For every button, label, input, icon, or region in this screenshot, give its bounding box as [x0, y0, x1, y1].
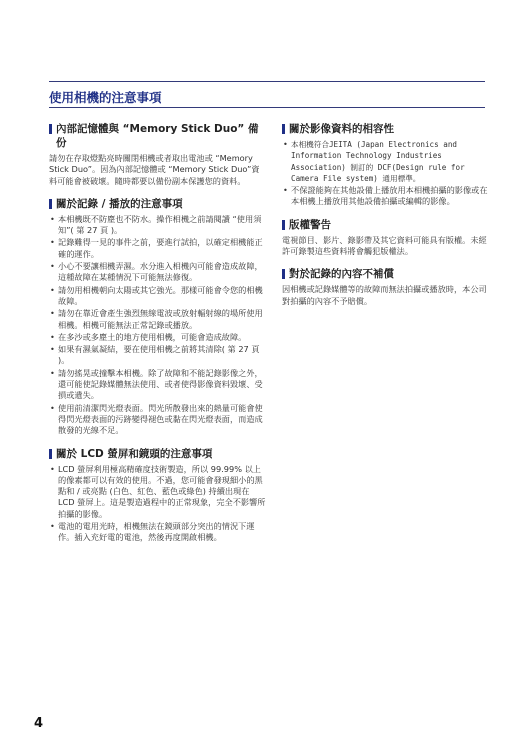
- section-heading: [49, 122, 267, 150]
- section-image-compatibility: [282, 122, 488, 208]
- heading-marker: [282, 269, 285, 279]
- bullet-dot: •: [50, 237, 55, 248]
- list-item: [49, 464, 267, 520]
- list-item: [282, 185, 488, 208]
- list-item-text: 請勿在靠近會產生強烈無線電波或放射輻射線的場所使用相機。相機可能無法正常記錄或播放。: [58, 308, 263, 330]
- list-item-text: 本相機符合JEITA (Japan Electronics and Information Technology Industries Association) 制訂的 DCF(Design rule for Camera File system) 通用標準。: [291, 140, 465, 183]
- list-item-text: 電池的電用光時，相機無法在鏡頭部分突出的情況下運作。插入充好電的電池，然後再度開啟相機。: [58, 521, 255, 543]
- section-heading: [282, 218, 488, 232]
- section-heading: [282, 267, 488, 281]
- list-item-text: 使用前清潔閃光燈表面。閃光所散發出來的熱量可能會使得閃光燈表面的污跡變得褪色或黏在閃光燈表面，而造成散發的光線不足。: [58, 402, 263, 436]
- bullet-dot: •: [50, 213, 55, 224]
- bullet-list: [49, 464, 267, 544]
- bullet-dot: •: [50, 402, 55, 413]
- heading-text: 版權警告: [289, 218, 331, 231]
- bullet-list: [49, 214, 267, 437]
- list-item: [282, 139, 488, 184]
- bullet-dot: •: [50, 521, 55, 532]
- bullet-dot: •: [283, 139, 288, 149]
- heading-text: 內部記憶體與 “Memory Stick Duo” 備份: [56, 123, 259, 149]
- bullet-dot: •: [50, 308, 55, 319]
- section-heading: [49, 447, 267, 461]
- page-title: 使用相機的注意事項: [49, 90, 162, 105]
- heading-marker: [282, 220, 285, 230]
- bullet-dot: •: [50, 331, 55, 342]
- heading-text: 關於影像資料的相容性: [289, 123, 394, 135]
- list-item: [49, 308, 267, 331]
- section-copyright: [282, 218, 488, 258]
- bullet-dot: •: [50, 463, 55, 474]
- bullet-dot: •: [283, 185, 288, 196]
- left-column: [49, 122, 267, 554]
- page-number: 4: [34, 716, 44, 731]
- section-heading: [49, 197, 267, 211]
- list-item-text: 在多沙或多塵土的地方使用相機，可能會造成故障。: [58, 331, 247, 342]
- list-item-text: 記錄難得一見的事件之前，要進行試拍，以確定相機能正確的運作。: [58, 237, 263, 259]
- list-item-text: LCD 螢屏利用極高精確度技術製造，所以 99.99% 以上的像素都可以有效的使用。不過，您可能會發現細小的黑點和 / 或亮點 (白色、紅色、藍色或綠色) 持續出現在 LCD 螢屏上。這是製造過程中的正常現象，完全不影響所拍攝的影像。: [58, 463, 266, 519]
- list-item: [49, 214, 267, 237]
- heading-marker: [282, 124, 285, 134]
- list-item: [49, 403, 267, 437]
- list-item-text: 本相機既不防塵也不防水。操作相機之前請閱讀 “使用須知”( 第 27 頁 )。: [58, 213, 262, 236]
- list-item-text: 小心不要讓相機弄濕。水分進入相機內可能會造成故障，這種故障在某種情況下可能無法修復。: [58, 261, 263, 283]
- list-item: [49, 344, 267, 367]
- heading-marker: [49, 124, 52, 134]
- section-no-compensation: [282, 267, 488, 307]
- section-record-playback: [49, 197, 267, 437]
- bullet-dot: •: [50, 344, 55, 355]
- list-item: [49, 332, 267, 343]
- list-item-text: 如果有濕氣凝結，要在使用相機之前將其清除( 第 27 頁 )。: [58, 344, 260, 366]
- section-memory-backup: [49, 122, 267, 187]
- heading-marker: [49, 449, 52, 459]
- bullet-dot: •: [50, 367, 55, 378]
- section-paragraph: 電視節目、影片、錄影帶及其它資料可能具有版權。未經許可錄製這些資料將會觸犯版權法。: [282, 234, 487, 257]
- header-top-rule: [49, 81, 485, 82]
- list-item: [49, 368, 267, 402]
- right-column: [282, 122, 488, 317]
- bullet-dot: •: [50, 284, 55, 295]
- list-item-text: 請勿用相機朝向太陽或其它強光。那樣可能會令您的相機故障。: [58, 284, 263, 306]
- heading-text: 關於 LCD 螢屏和鏡頭的注意事項: [56, 447, 213, 460]
- bullet-dot: •: [50, 261, 55, 272]
- list-item: [49, 285, 267, 308]
- section-paragraph: 請勿在存取燈點亮時關閉相機或者取出電池或 “Memory Stick Duo”。因為內部記憶體或 “Memory Stick Duo”資料可能會被破壞。隨時都要以備份副本保護您的資料。: [49, 153, 260, 186]
- list-item: [49, 261, 267, 284]
- section-heading: [282, 122, 488, 136]
- heading-marker: [49, 199, 52, 209]
- section-paragraph: 因相機或記錄媒體等的故障而無法拍攝或播放時，本公司對拍攝的內容不予賠償。: [282, 284, 487, 306]
- list-item: [49, 521, 267, 544]
- section-lcd-lens: [49, 447, 267, 544]
- header-bottom-rule: [49, 107, 485, 108]
- list-item-text: 不保證能夠在其他設備上播放用本相機拍攝的影像或在本相機上播放用其他設備拍攝或編輯的影像。: [291, 185, 488, 207]
- heading-text: 關於記錄 / 播放的注意事項: [56, 197, 183, 210]
- list-item-text: 請勿搖晃或撞擊本相機。除了故障和不能記錄影像之外，還可能使記錄媒體無法使用、或者使得影像資料毀壞、受損或遺失。: [58, 367, 263, 401]
- bullet-list: [282, 139, 488, 208]
- heading-text: 對於記錄的內容不補償: [289, 268, 394, 281]
- list-item: [49, 237, 267, 260]
